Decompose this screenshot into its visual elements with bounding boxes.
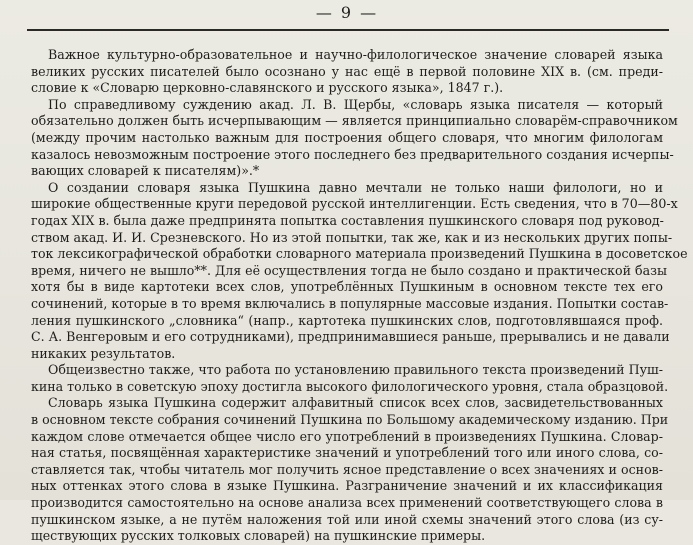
body-text [31, 47, 688, 545]
text-line: обязательно должен быть исчерпывающим — является принципиально словарём-справочником [31, 113, 678, 129]
text-line: Важное культурно-образовательное и научно-филологическое значение словарей языка [48, 47, 663, 62]
page-header [31, 0, 663, 34]
text-line: вающих словарей к писателям)».* [31, 163, 260, 179]
text-line: сочинений, которые в то время включались в популярные массовые издания. Попытки состав- [31, 295, 669, 311]
text-line: казалось невозможным построение этого последнего без предварительного создания исчерпы- [31, 146, 674, 162]
text-line: пушкинском языке, а не путём наложения той или иной схемы значений этого слова (из су- [31, 511, 663, 527]
text-line: ществующих русских толковых словарей) на пушкинские примеры. [31, 528, 486, 544]
text-line: Словарь языка Пушкина содержит алфавитный список всех слов, засвидетельствованных [48, 395, 663, 411]
text-line: ством акад. И. И. Срезневского. Но из этой попытки, так же, как и из нескольких других попы- [31, 229, 673, 245]
text-line: О создании словаря языка Пушкина давно мечтали не только наши филологи, но и [48, 179, 663, 195]
text-line: С. А. Венгеровым и его сотрудниками), предпринимавшиеся раньше, прерывались и не давали [31, 329, 670, 345]
text-line: ток лексикографической обработки словарного материала произведений Пушкина в досоветское [31, 246, 688, 262]
text-line: широкие общественные круги передовой русской интеллигенции. Есть сведения, что в 70—80-х [31, 196, 678, 212]
text-line: (между прочим настолько важным для построения общего словаря, что многим филологам [31, 129, 663, 145]
text-line: время, ничего не вышло**. Для её осуществления тогда не было создано и практической базы [31, 262, 668, 278]
paragraph [31, 47, 663, 97]
text-line: ная статья, посвящённая характеристике значений и употреблений того или иного слова, со- [31, 445, 663, 461]
text-line: словие к «Словарю церковно-славянского и русского языка», 1847 г.). [31, 80, 504, 96]
paragraph [31, 96, 678, 180]
text-line: Общеизвестно также, что работа по установлению правильного текста произведений Пуш- [48, 362, 663, 378]
text-line: никаких результатов. [31, 345, 176, 361]
page-number: — 9 — [315, 3, 379, 22]
text-line: каждом слове отмечается общее число его употреблений в произведениях Пушкина. Словар- [31, 428, 663, 444]
text-line: ных оттенках этого слова в языке Пушкина. Разграничение значений и их классификация [31, 478, 663, 494]
text-line: в основном тексте собрания сочинений Пушкина по Большому академическому изданию. При [31, 412, 669, 428]
text-line: ставляется так, чтобы читатель мог получить ясное представление о всех значениях и основ- [31, 461, 663, 477]
text-line: По справедливому суждению акад. Л. В. Щербы, «словарь языка писателя — который [48, 96, 663, 112]
text-line: хотя бы в виде картотеки всех слов, употреблённых Пушкиным в основном тексте тех его [31, 279, 663, 295]
paragraph [31, 395, 669, 544]
text-line: годах XIX в. была даже предпринята попытка составления пушкинского словаря под руковод- [31, 212, 664, 228]
paragraph [31, 179, 688, 363]
text-line: ления пушкинского „словника“ (напр., картотека пушкинских слов, подготовлявшаяся проф. [31, 312, 663, 328]
text-line: великих русских писателей было осознано у нас ещё в первой половине XIX в. (см. преди- [31, 63, 663, 79]
text-line: кина только в советскую эпоху достигла высокого филологического уровня, стала образцовой. [31, 378, 669, 394]
header-rule [27, 29, 669, 31]
text-line: производится самостоятельно на основе анализа всех применений соответствующего слова в [31, 495, 663, 511]
paragraph [31, 362, 669, 395]
